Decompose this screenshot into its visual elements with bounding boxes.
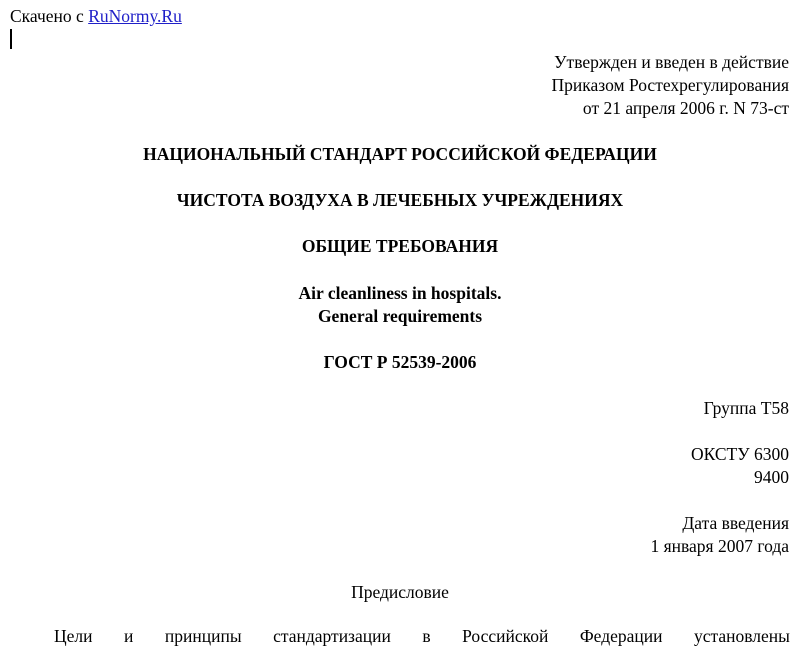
text-cursor <box>10 29 12 49</box>
gost-number: ГОСТ Р 52539-2006 <box>323 352 477 372</box>
okstu-code-line-2: 9400 <box>754 467 789 487</box>
approval-line-2: Приказом Ростехрегулирования <box>551 75 789 95</box>
foreword-word: установлены <box>694 626 790 646</box>
foreword-paragraph-first-line <box>54 626 790 646</box>
english-title-line-1: Air cleanliness in hospitals. <box>298 283 502 303</box>
intro-date-label: Дата введения <box>682 513 789 533</box>
foreword-word: принципы <box>164 626 242 646</box>
foreword-word: в <box>422 626 431 646</box>
foreword-word: стандартизации <box>273 626 391 646</box>
download-source-line <box>10 6 182 26</box>
foreword-word: Цели <box>54 626 93 646</box>
intro-date-value: 1 января 2007 года <box>650 536 789 556</box>
approval-line-3: от 21 апреля 2006 г. N 73-ст <box>582 98 789 118</box>
group-code: Группа Т58 <box>703 398 789 418</box>
approval-line-1: Утвержден и введен в действие <box>554 52 789 72</box>
download-source-prefix: Скачено с <box>10 6 84 26</box>
document-main-title: ЧИСТОТА ВОЗДУХА В ЛЕЧЕБНЫХ УЧРЕЖДЕНИЯХ <box>176 190 624 210</box>
foreword-word: и <box>124 626 134 646</box>
document-subtitle: ОБЩИЕ ТРЕБОВАНИЯ <box>301 236 499 256</box>
foreword-heading: Предисловие <box>351 582 449 602</box>
english-title-line-2: General requirements <box>317 306 483 326</box>
runormy-link[interactable]: RuNormy.Ru <box>88 6 182 26</box>
foreword-word: Федерации <box>579 626 663 646</box>
foreword-word: Российской <box>462 626 549 646</box>
okstu-code-line-1: ОКСТУ 6300 <box>690 444 789 464</box>
standard-type-heading: НАЦИОНАЛЬНЫЙ СТАНДАРТ РОССИЙСКОЙ ФЕДЕРАЦИИ <box>143 144 657 164</box>
